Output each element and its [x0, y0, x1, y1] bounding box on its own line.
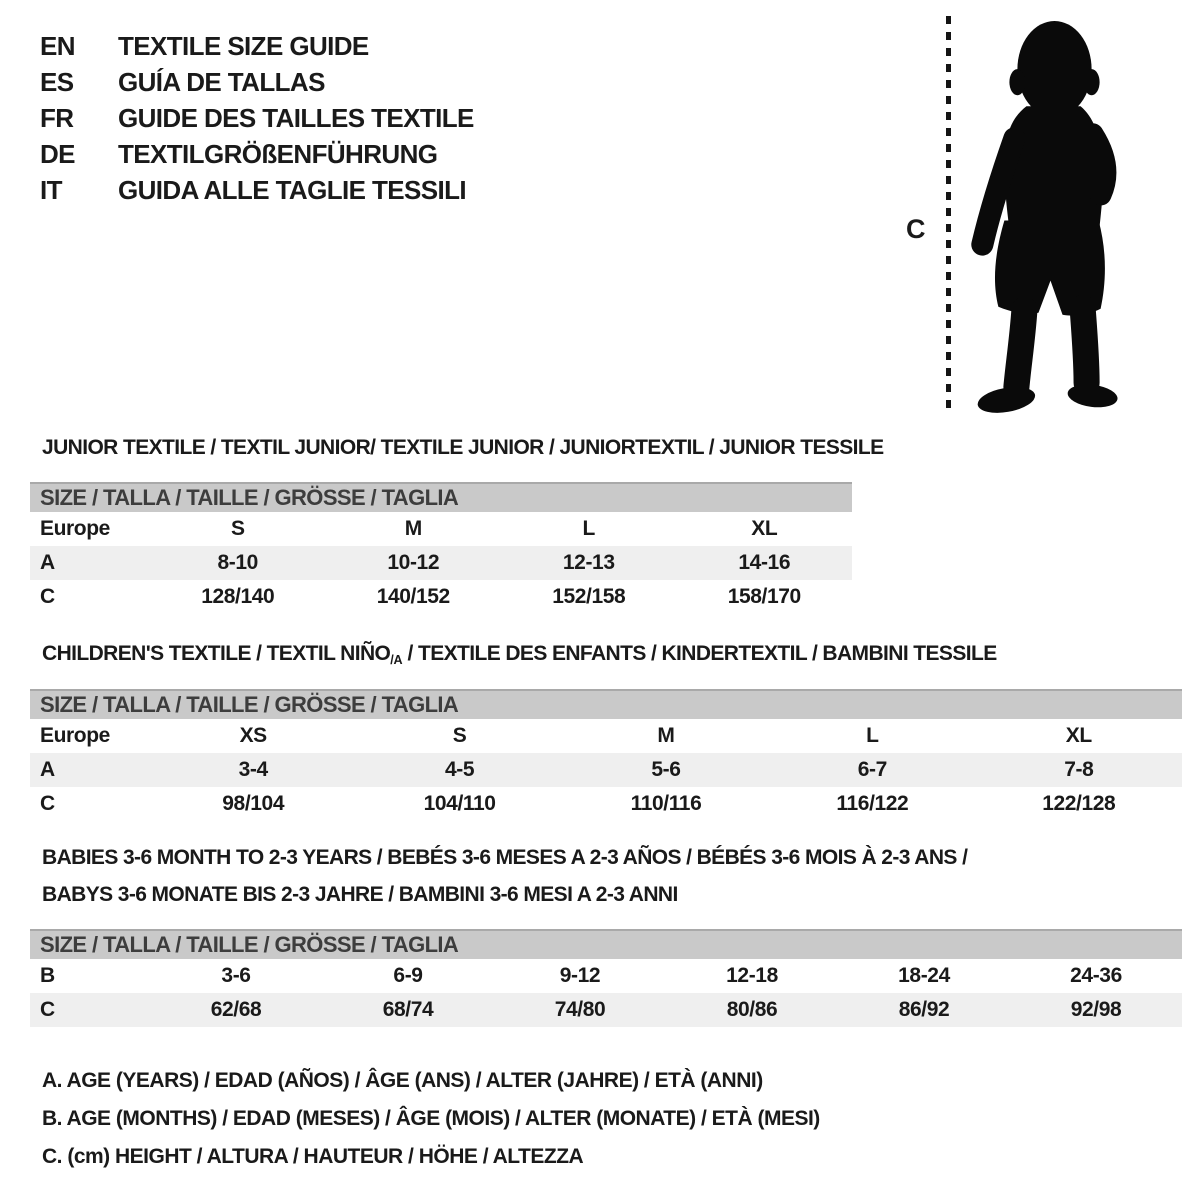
- language-title: GUÍA DE TALLAS: [118, 66, 325, 97]
- language-row-it: [40, 172, 474, 208]
- row-label: B: [40, 964, 55, 987]
- language-code: FR: [40, 102, 74, 133]
- row-label: Europe: [40, 724, 110, 747]
- children-title-post: / TEXTILE DES ENFANTS / KINDERTEXTIL / BAMBINI TESSILE: [402, 642, 997, 665]
- row-label: Europe: [40, 517, 110, 540]
- table-cell: 152/158: [552, 585, 626, 608]
- table-cell: 92/98: [1070, 998, 1122, 1021]
- babies-section-title-line2: BABYS 3-6 MONATE BIS 2-3 JAHRE / BAMBINI 3-6 MESI A 2-3 ANNI: [42, 883, 678, 906]
- table-cell: XL: [751, 517, 778, 540]
- table-cell: 140/152: [376, 585, 450, 608]
- row-label: C: [40, 998, 55, 1021]
- height-dashed-line: [946, 16, 951, 416]
- language-title: GUIDA ALLE TAGLIE TESSILI: [118, 174, 467, 205]
- table-cell: 18-24: [898, 964, 950, 987]
- size-header-bar: SIZE / TALLA / TAILLE / GRÖSSE / TAGLIA: [30, 482, 852, 512]
- table-row: [30, 719, 1182, 753]
- language-code: ES: [40, 66, 74, 97]
- table-cell: 104/110: [423, 792, 496, 815]
- table-cell: L: [866, 724, 879, 747]
- table-row: [30, 546, 852, 580]
- size-header-bar: SIZE / TALLA / TAILLE / GRÖSSE / TAGLIA: [30, 929, 1182, 959]
- table-cell: 12-13: [562, 551, 615, 574]
- table-row: [30, 959, 1182, 993]
- legend-line-a: A. AGE (YEARS) / EDAD (AÑOS) / ÂGE (ANS) / ALTER (JAHRE) / ETÀ (ANNI): [42, 1069, 763, 1092]
- table-cell: 80/86: [726, 998, 778, 1021]
- row-label: A: [40, 758, 55, 781]
- language-row-en: [40, 28, 474, 64]
- language-row-fr: [40, 100, 474, 136]
- children-title-pre: CHILDREN'S TEXTILE / TEXTIL NIÑO: [42, 642, 391, 665]
- toddler-silhouette-icon: [963, 14, 1141, 420]
- table-cell: 7-8: [1064, 758, 1094, 781]
- language-code: DE: [40, 138, 75, 169]
- table-cell: 24-36: [1070, 964, 1122, 987]
- table-cell: 8-10: [217, 551, 258, 574]
- measurement-legend: [42, 1062, 820, 1176]
- table-cell: 128/140: [201, 585, 275, 608]
- size-header-bar: SIZE / TALLA / TAILLE / GRÖSSE / TAGLIA: [30, 689, 1182, 719]
- table-row: [30, 512, 852, 546]
- table-cell: M: [657, 724, 675, 747]
- language-row-es: [40, 64, 474, 100]
- table-cell: 86/92: [898, 998, 950, 1021]
- language-row-de: [40, 136, 474, 172]
- table-cell: 74/80: [554, 998, 606, 1021]
- table-cell: 62/68: [210, 998, 262, 1021]
- legend-line-c: C. (cm) HEIGHT / ALTURA / HAUTEUR / HÖHE / ALTEZZA: [42, 1145, 584, 1168]
- table-cell: 4-5: [445, 758, 475, 781]
- table-cell: 14-16: [738, 551, 791, 574]
- children-size-table: [30, 689, 1182, 821]
- table-cell: 98/104: [222, 792, 285, 815]
- table-row: [30, 787, 1182, 821]
- row-label: C: [40, 792, 55, 815]
- language-title: TEXTILE SIZE GUIDE: [118, 30, 369, 61]
- table-cell: 10-12: [387, 551, 440, 574]
- row-label: C: [40, 585, 55, 608]
- table-cell: M: [404, 517, 422, 540]
- table-cell: 5-6: [651, 758, 681, 781]
- table-cell: 116/122: [836, 792, 909, 815]
- row-label: A: [40, 551, 55, 574]
- children-title-sub: /A: [390, 652, 403, 667]
- language-code: EN: [40, 30, 75, 61]
- babies-size-table: [30, 929, 1182, 1027]
- children-section-title: [42, 642, 997, 667]
- table-cell: 68/74: [382, 998, 434, 1021]
- table-cell: 6-7: [857, 758, 887, 781]
- table-cell: XL: [1065, 724, 1092, 747]
- table-cell: S: [452, 724, 467, 747]
- table-cell: 12-18: [726, 964, 778, 987]
- table-row: [30, 580, 852, 614]
- table-cell: S: [230, 517, 245, 540]
- junior-size-table: [30, 482, 852, 614]
- table-row: [30, 993, 1182, 1027]
- junior-section-title: JUNIOR TEXTILE / TEXTIL JUNIOR/ TEXTILE JUNIOR / JUNIORTEXTIL / JUNIOR TESSILE: [42, 436, 884, 459]
- height-measure-label: C: [906, 214, 926, 244]
- table-cell: 9-12: [559, 964, 601, 987]
- language-header: [40, 28, 474, 208]
- language-title: GUIDE DES TAILLES TEXTILE: [118, 102, 474, 133]
- language-code: IT: [40, 174, 62, 205]
- table-cell: 3-4: [238, 758, 268, 781]
- language-title: TEXTILGRÖßENFÜHRUNG: [118, 138, 438, 169]
- babies-section-title-line1: BABIES 3-6 MONTH TO 2-3 YEARS / BEBÉS 3-6 MESES A 2-3 AÑOS / BÉBÉS 3-6 MOIS À 2-3 ANS /: [42, 846, 968, 869]
- table-cell: 110/116: [630, 792, 702, 815]
- table-cell: L: [582, 517, 595, 540]
- table-cell: 6-9: [393, 964, 423, 987]
- table-cell: XS: [239, 724, 267, 747]
- table-cell: 158/170: [727, 585, 801, 608]
- table-cell: 122/128: [1042, 792, 1116, 815]
- table-cell: 3-6: [221, 964, 251, 987]
- legend-line-b: B. AGE (MONTHS) / EDAD (MESES) / ÂGE (MOIS) / ALTER (MONATE) / ETÀ (MESI): [42, 1107, 820, 1130]
- table-row: [30, 753, 1182, 787]
